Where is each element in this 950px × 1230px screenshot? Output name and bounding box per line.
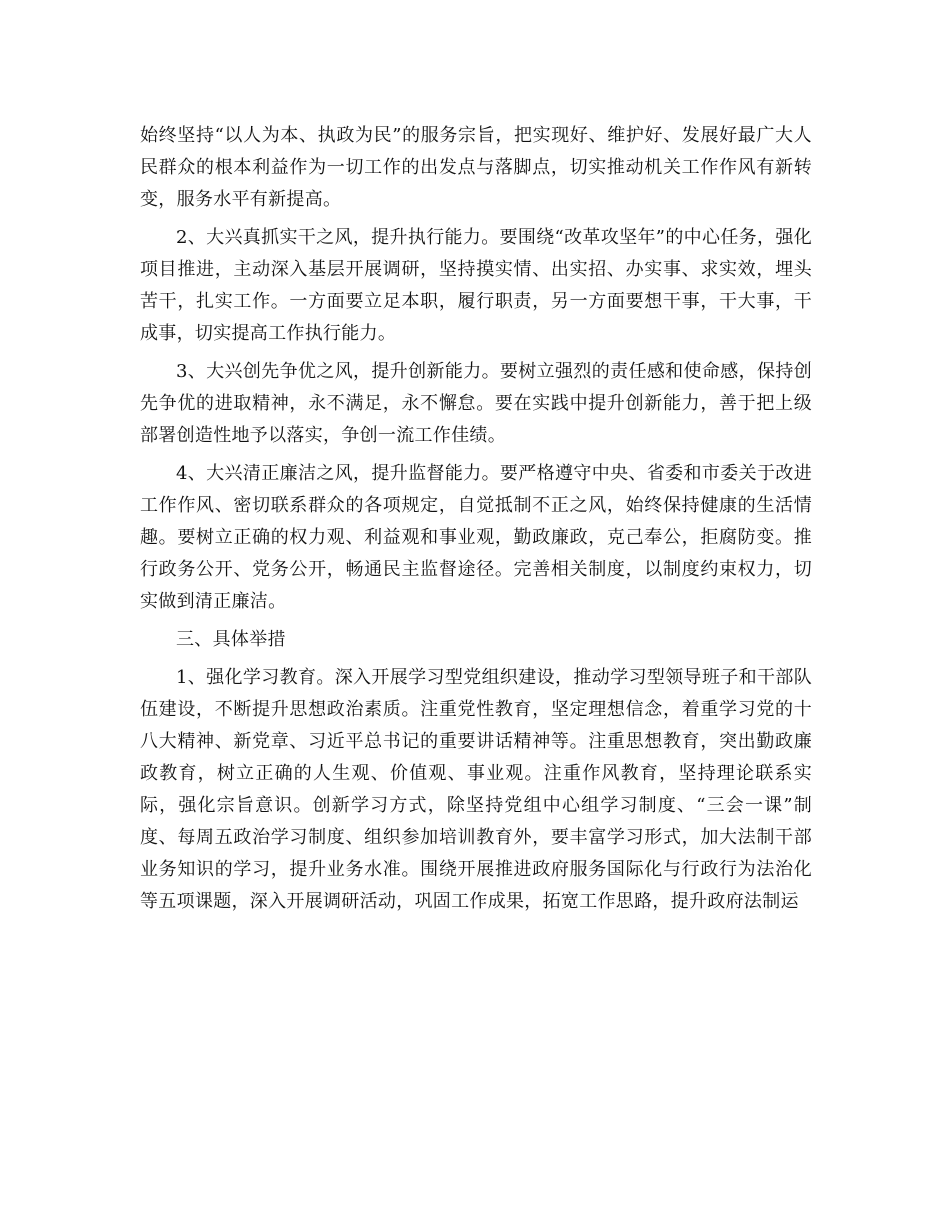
paragraph-measure-1: 1、强化学习教育。深入开展学习型党组织建设，推动学习型领导班子和干部队伍建设，不断提升思想政治素质。注重党性教育，坚定理想信念，着重学习党的十八大精神、新党章、习近平总书记的重要讲话精神等。注重思想教育，突出勤政廉政教育，树立正确的人生观、价值观、事业观。注重作风教育，坚持理论联系实际，强化宗旨意识。创新学习方式，除坚持党组中心组学习制度、“三会一课”制度、每周五政治学习制度、组织参加培训教育外，要丰富学习形式，加大法制干部业务知识的学习，提升业务水准。围绕开展推进政府服务国际化与行政行为法治化等五项课题，深入开展调研活动，巩固工作成果，拓宽工作思路，提升政府法制运 [140,667,812,912]
paragraph-continuation: 始终坚持“以人为本、执政为民”的服务宗旨，把实现好、维护好、发展好最广大人民群众的根本利益作为一切工作的出发点与落脚点，切实推动机关工作作风有新转变，服务水平有新提高。 [140,125,812,210]
paragraph-item-4: 4、大兴清正廉洁之风，提升监督能力。要严格遵守中央、省委和市委关于改进工作作风、密切联系群众的各项规定，自觉抵制不正之风，始终保持健康的生活情趣。要树立正确的权力观、利益观和事业观，勤政廉政，克己奉公，拒腐防变。推行政务公开、党务公开，畅通民主监督途径。完善相关制度，以制度约束权力，切实做到清正廉洁。 [140,463,812,612]
paragraph-item-2: 2、大兴真抓实干之风，提升执行能力。要围绕“改革攻坚年”的中心任务，强化项目推进，主动深入基层开展调研，坚持摸实情、出实招、办实事、求实效，埋头苦干，扎实工作。一方面要立足本职，履行职责，另一方面要想干事，干大事，干成事，切实提高工作执行能力。 [140,227,812,344]
document-body [140,120,812,924]
section-heading: 三、具体举措 [176,629,286,650]
paragraph-item-3: 3、大兴创先争优之风，提升创新能力。要树立强烈的责任感和使命感，保持创先争优的进取精神，永不满足，永不懈怠。要在实践中提升创新能力，善于把上级部署创造性地予以落实，争创一流工作佳绩。 [140,361,812,446]
